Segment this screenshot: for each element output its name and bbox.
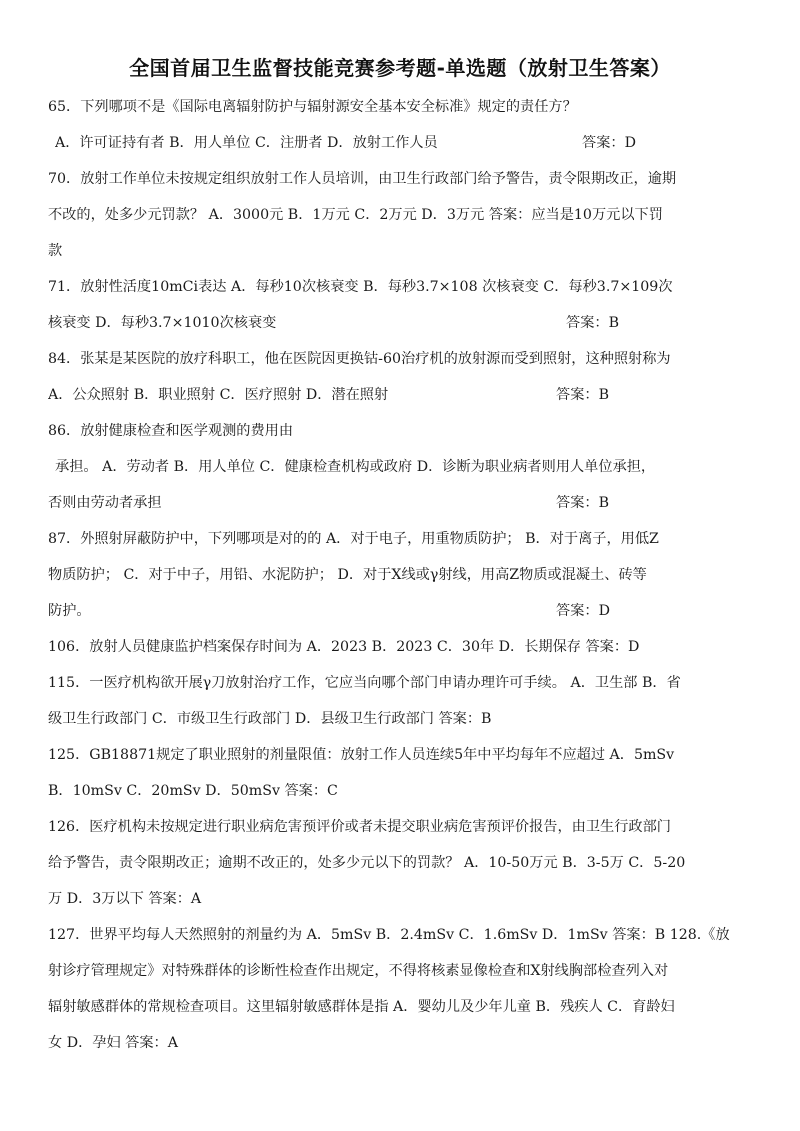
document-title: 全国首届卫生监督技能竞赛参考题-单选题（放射卫生答案） — [129, 56, 671, 80]
text-line: 射诊疗管理规定》对特殊群体的诊断性检查作出规定，不得将核素显像检查和X射线胸部检查列入对 — [48, 963, 669, 979]
text-line: 106．放射人员健康监护档案保存时间为 A．2023 B．2023 C．30年 D．长期保存 答案：D — [48, 639, 640, 655]
answer-q86: 答案：B — [556, 495, 609, 511]
text-line: 否则由劳动者承担 — [48, 495, 162, 511]
text-line: 65．下列哪项不是《国际电离辐射防护与辐射源安全基本安全标准》规定的责任方？ — [48, 99, 577, 115]
text-line: 级卫生行政部门 C．市级卫生行政部门 D．县级卫生行政部门 答案：B — [48, 711, 492, 727]
text-line: 承担。 A．劳动者 B．用人单位 C．健康检查机构或政府 D．诊断为职业病者则用人单位承担， — [55, 459, 656, 475]
text-line: 127．世界平均每人天然照射的剂量约为 A．5mSv B．2.4mSv C．1.6mSv D．1mSv 答案：B 128.《放 — [48, 927, 730, 943]
text-line: 核衰变 D．每秒3.7×1010次核衰变 — [48, 315, 277, 331]
text-line: 71．放射性活度10mCi表达 A．每秒10次核衰变 B．每秒3.7×108 次核衰变 C．每秒3.7×109次 — [48, 279, 673, 295]
text-line: 70．放射工作单位未按规定组织放射工作人员培训，由卫生行政部门给予警告，责令限期改正，逾期 — [48, 171, 677, 187]
text-line: 87．外照射屏蔽防护中，下列哪项是对的的 A．对于电子，用重物质防护； B．对于离子，用低Z — [48, 531, 659, 547]
text-line: 辐射敏感群体的常规检查项目。这里辐射敏感群体是指 A．婴幼儿及少年儿童 B．残疾人 C．育龄妇 — [48, 999, 675, 1015]
text-line: 防护。 — [48, 603, 91, 619]
text-line: 115．一医疗机构欲开展γ刀放射治疗工作，它应当向哪个部门申请办理许可手续。 A．卫生部 B．省 — [48, 675, 681, 691]
text-line: 万 D．3万以下 答案：A — [48, 891, 202, 907]
text-line: 84．张某是某医院的放疗科职工，他在医院因更换钴-60治疗机的放射源而受到照射，这种照射称为 — [48, 351, 671, 367]
text-line: B．10mSv C．20mSv D．50mSv 答案：C — [48, 783, 338, 799]
answer-q65: 答案：D — [582, 135, 636, 151]
text-line: 86．放射健康检查和医学观测的费用由 — [48, 423, 294, 439]
answer-q71: 答案：B — [566, 315, 619, 331]
text-line: 不改的，处多少元罚款？ A．3000元 B．1万元 C．2万元 D．3万元 答案：应当是10万元以下罚 — [48, 207, 663, 223]
answer-q84: 答案：B — [556, 387, 609, 403]
text-line: 给予警告，责令限期改正；逾期不改正的，处多少元以下的罚款？ A．10-50万元 B．3-5万 C．5-20 — [48, 855, 686, 871]
text-line: 物质防护； C．对于中子，用铅、水泥防护； D．对于X线或γ射线，用高Z物质或混凝土、砖等 — [48, 567, 647, 583]
text-line: 125．GB18871规定了职业照射的剂量限值：放射工作人员连续5年中平均每年不应超过 A．5mSv — [48, 747, 675, 763]
text-line: A．许可证持有者 B．用人单位 C．注册者 D．放射工作人员 — [55, 135, 438, 151]
text-line: 款 — [48, 243, 63, 259]
text-line: A．公众照射 B．职业照射 C．医疗照射 D．潜在照射 — [48, 387, 389, 403]
text-line: 女 D．孕妇 答案：A — [48, 1035, 178, 1051]
answer-q87: 答案：D — [556, 603, 610, 619]
text-line: 126．医疗机构未按规定进行职业病危害预评价或者未提交职业病危害预评价报告，由卫生行政部门 — [48, 819, 671, 835]
